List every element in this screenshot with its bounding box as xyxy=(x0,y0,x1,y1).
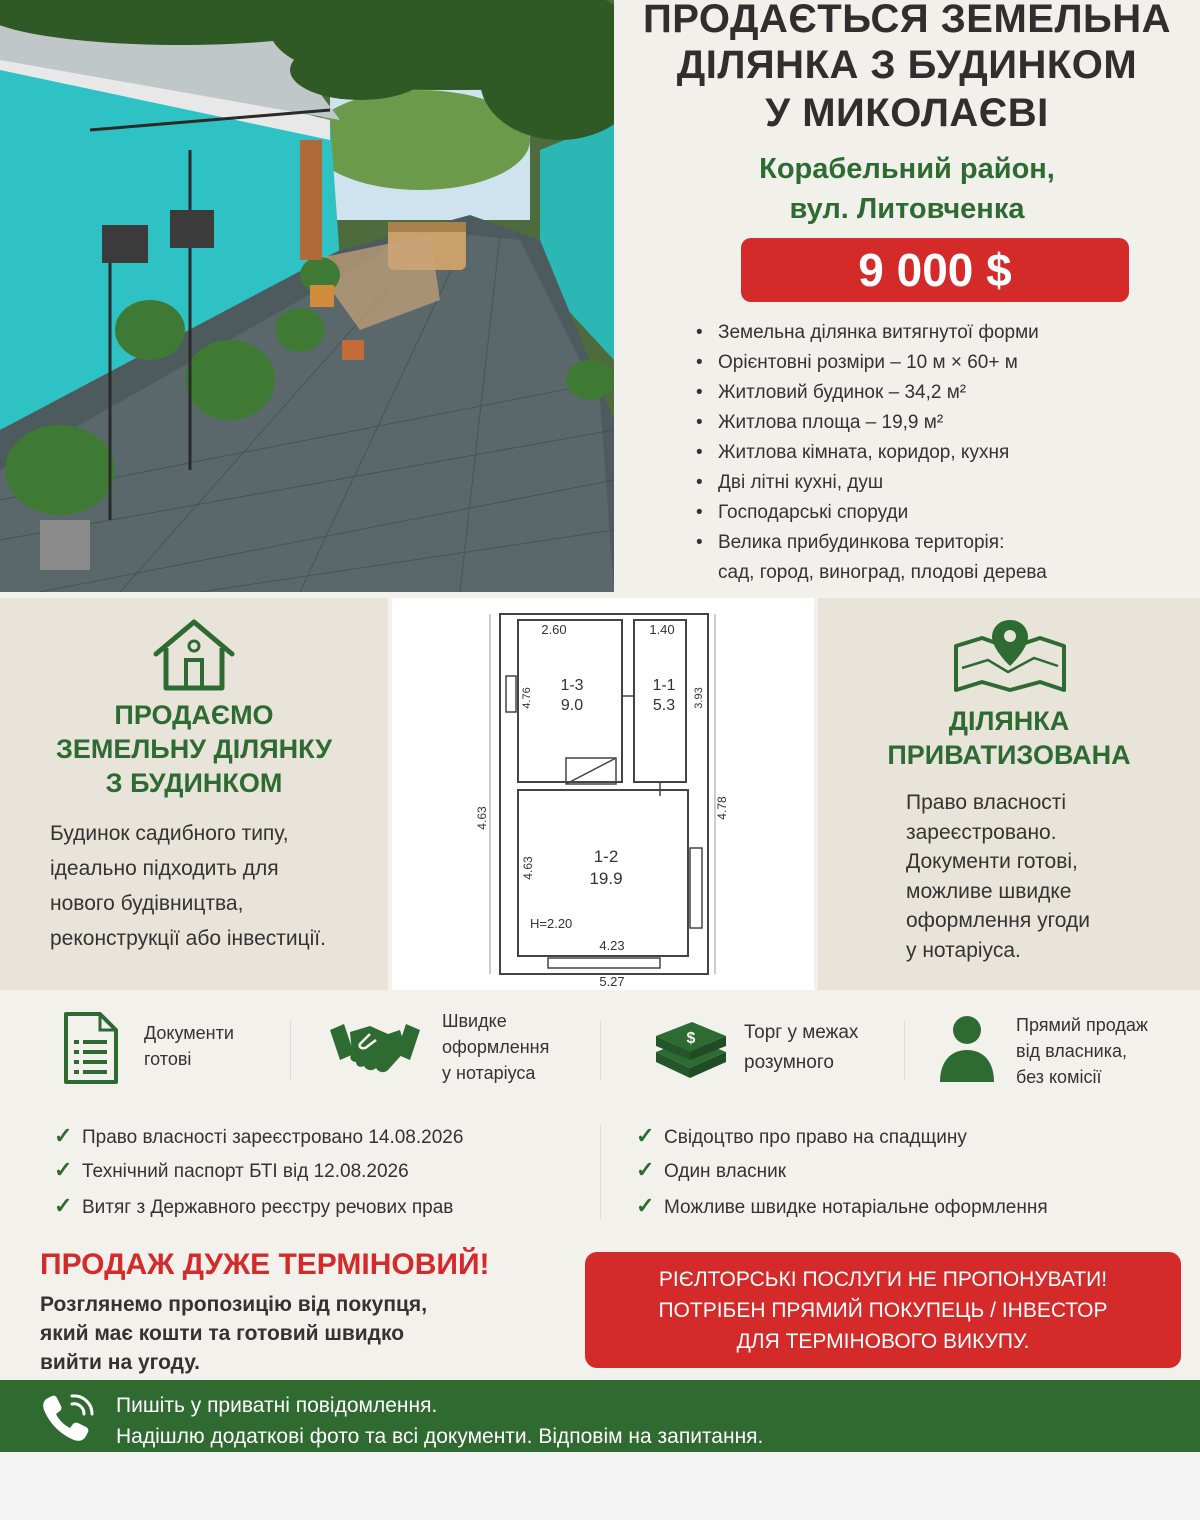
sale-panel xyxy=(0,598,388,990)
title-line-3: У МИКОЛАЄВІ xyxy=(765,91,1049,135)
check-icon: ✓ xyxy=(54,1193,73,1218)
dim-side-1: 4.76 xyxy=(521,687,533,709)
dim-side-5: 4.63 xyxy=(521,856,535,880)
sale-title-2: ЗЕМЕЛЬНУ ДІЛЯНКУ xyxy=(55,734,333,764)
feature-item: • Велика прибудинкова територія: xyxy=(694,528,1174,558)
feature-item: • Дві літні кухні, душ xyxy=(694,468,1174,498)
sale-description: Будинок садибного типу, ідеально підходить для нового будівництва, реконструкції або інвестиції. xyxy=(50,822,326,950)
feature-item-continued: сад, город, виноград, плодові дерева xyxy=(718,562,1047,583)
check-item: ✓ Можливе швидке нотаріальне оформлення xyxy=(636,1193,1048,1218)
feature-item: • Житлова площа – 19,9 м² xyxy=(694,408,1174,438)
check-icon: ✓ xyxy=(54,1157,73,1182)
title-line-2: ДІЛЯНКА З БУДИНКОМ xyxy=(676,43,1138,87)
feature-item: • Житловий будинок – 34,2 м² xyxy=(694,378,1174,408)
feature-item: • Житлова кімната, коридор, кухня xyxy=(694,438,1174,468)
location-line-1: Корабельний район, xyxy=(759,153,1055,185)
benefit-notary: Швидке оформлення у нотаріуса xyxy=(442,1011,550,1083)
svg-text:$: $ xyxy=(686,1030,696,1047)
room-1-3-area: 9.0 xyxy=(560,697,584,714)
dim-top-right: 1.40 xyxy=(649,622,675,637)
benefit-documents: Документи готові xyxy=(144,1023,234,1069)
check-item: ✓ Право власності зареєстровано 14.08.2026 xyxy=(54,1123,464,1148)
handshake-icon xyxy=(330,1020,420,1076)
privatized-panel xyxy=(818,598,1200,990)
location-line-2: вул. Литовченка xyxy=(789,193,1025,225)
divider xyxy=(904,1020,905,1080)
map-pin-icon xyxy=(948,616,1072,694)
dim-side-4: 4.78 xyxy=(715,796,729,820)
floor-plan xyxy=(392,598,814,990)
check-item: ✓ Свідоцтво про право на спадщину xyxy=(636,1123,967,1148)
documents-checklist xyxy=(0,1110,1200,1235)
benefits-row xyxy=(0,994,1200,1106)
benefit-direct-sale: Прямий продаж від власника, без комісії xyxy=(1016,1015,1148,1087)
urgent-section xyxy=(0,1238,1200,1378)
urgent-description: Розглянемо пропозицію від покупця, який має кошти та готовий швидко вийти на угоду. xyxy=(40,1293,428,1374)
sale-title-3: З БУДИНКОМ xyxy=(105,768,283,798)
dim-top-left: 2.60 xyxy=(541,622,567,637)
no-realtors-notice: РІЄЛТОРСЬКІ ПОСЛУГИ НЕ ПРОПОНУВАТИ! ПОТРІБЕН ПРЯМИЙ ПОКУПЕЦЬ / ІНВЕСТОР ДЛЯ ТЕРМІНОВОГО ВИКУПУ. xyxy=(585,1252,1181,1368)
divider xyxy=(290,1020,291,1080)
urgent-title: ПРОДАЖ ДУЖЕ ТЕРМІНОВИЙ! xyxy=(40,1248,490,1281)
house-photo xyxy=(0,0,614,592)
dim-side-2: 3.93 xyxy=(693,687,705,709)
dim-bottom-outer: 5.27 xyxy=(599,974,625,989)
benefit-negotiation: Торг у межах розумного xyxy=(744,1022,859,1073)
room-1-3-label: 1-3 xyxy=(560,677,584,694)
check-item: ✓ Технічний паспорт БТІ від 12.08.2026 xyxy=(54,1157,409,1182)
feature-item: • Земельна ділянка витягнутої форми xyxy=(694,318,1174,348)
check-icon: ✓ xyxy=(54,1123,73,1148)
privatized-title-1: ДІЛЯНКА xyxy=(948,706,1070,736)
person-icon xyxy=(938,1012,996,1084)
room-1-1-label: 1-1 xyxy=(652,677,676,694)
privatized-title-2: ПРИВАТИЗОВАНА xyxy=(887,740,1131,770)
check-icon: ✓ xyxy=(636,1193,655,1218)
room-1-2-area: 19.9 xyxy=(589,869,623,888)
room-1-2-label: 1-2 xyxy=(593,847,619,866)
features-list xyxy=(694,318,1174,588)
check-icon: ✓ xyxy=(636,1123,655,1148)
contact-text: Пишіть у приватні повідомлення. Надішлю додаткові фото та всі документи. Відповім на запитання. xyxy=(116,1394,764,1448)
check-item: ✓ Один власник xyxy=(636,1157,787,1182)
check-item: ✓ Витяг з Державного реєстру речових прав xyxy=(54,1193,454,1218)
divider xyxy=(600,1020,601,1080)
privatized-description: Право власності зареєстровано. Документи готові, можливе швидке оформлення угоди у нотаріуса. xyxy=(906,791,1090,962)
title-line-1: ПРОДАЄТЬСЯ ЗЕМЕЛЬНА xyxy=(642,0,1172,41)
header-panel xyxy=(614,0,1200,592)
phone-icon xyxy=(40,1392,98,1444)
dim-side-3: 4.63 xyxy=(475,806,489,830)
house-icon xyxy=(152,616,236,694)
sale-title-1: ПРОДАЄМО xyxy=(114,700,274,730)
ceiling-height: H=2.20 xyxy=(530,916,573,931)
feature-item: • Господарські споруди xyxy=(694,498,1174,528)
contact-footer xyxy=(0,1380,1200,1452)
price-badge: 9 000 $ xyxy=(741,238,1129,302)
document-icon xyxy=(62,1010,120,1086)
bottom-margin xyxy=(0,1452,1200,1520)
feature-item: • Орієнтовні розміри – 10 м × 60+ м xyxy=(694,348,1174,378)
money-icon xyxy=(652,1012,730,1080)
dim-bottom-inner: 4.23 xyxy=(599,938,625,953)
check-icon: ✓ xyxy=(636,1157,655,1182)
room-1-1-area: 5.3 xyxy=(652,697,676,714)
divider xyxy=(600,1124,601,1220)
